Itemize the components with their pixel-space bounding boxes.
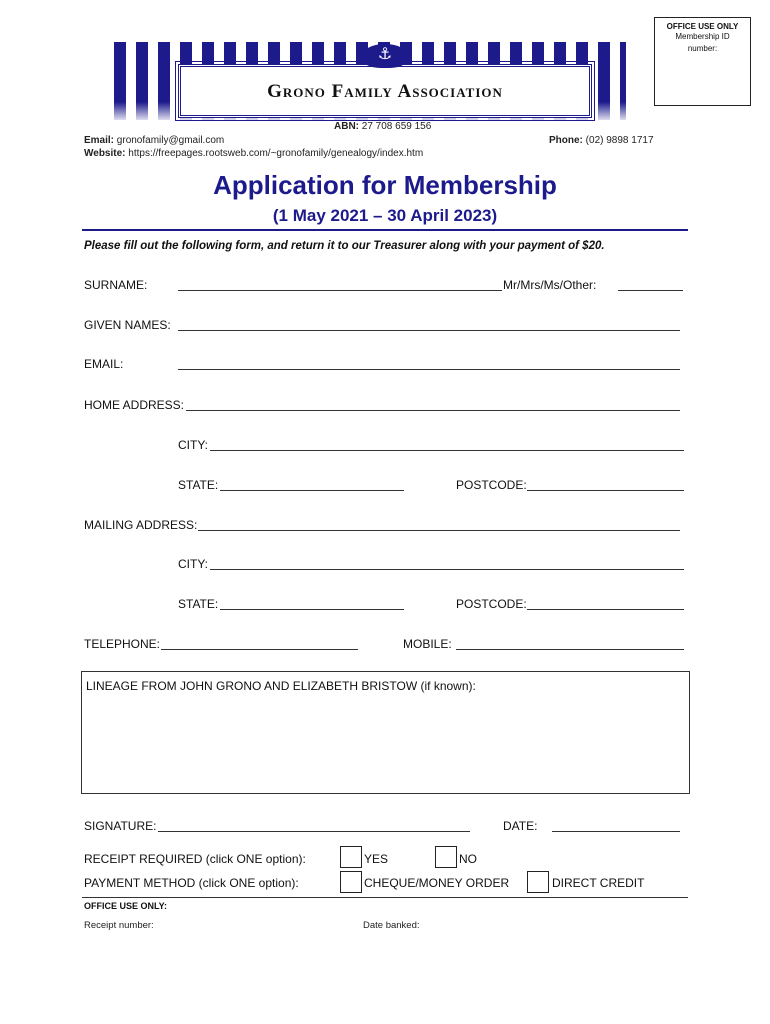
home-address-label: HOME ADDRESS: xyxy=(84,398,185,412)
receipt-required-label: RECEIPT REQUIRED (click ONE option): xyxy=(84,852,306,866)
office-use-box xyxy=(654,17,751,106)
title-options-label: Mr/Mrs/Ms/Other: xyxy=(503,278,597,292)
payment-cheque-checkbox[interactable] xyxy=(340,871,362,893)
mailing-postcode-field[interactable] xyxy=(527,609,684,610)
receipt-no-checkbox[interactable] xyxy=(435,846,457,868)
website-contact: Website: https://freepages.rootsweb.com/~gronofamily/genealogy/index.htm xyxy=(84,148,424,159)
date-field[interactable] xyxy=(552,831,680,832)
mailing-address-label: MAILING ADDRESS: xyxy=(84,518,198,532)
email-field[interactable] xyxy=(178,369,680,370)
footer-divider xyxy=(82,897,688,898)
email-label: EMAIL: xyxy=(84,357,124,371)
payment-direct-label: DIRECT CREDIT xyxy=(552,876,645,890)
home-city-field[interactable] xyxy=(210,450,684,451)
office-use-title: OFFICE USE ONLY xyxy=(666,22,739,31)
payment-method-label: PAYMENT METHOD (click ONE option): xyxy=(84,876,299,890)
lineage-label: LINEAGE FROM JOHN GRONO AND ELIZABETH BRISTOW (if known): xyxy=(86,679,476,693)
membership-id-label: Membership ID number: xyxy=(675,32,730,53)
anchor-icon: ⚓ xyxy=(362,44,408,68)
home-city-label: CITY: xyxy=(178,438,209,452)
abn: ABN: 27 708 659 156 xyxy=(334,121,432,132)
phone-contact: Phone: (02) 9898 1717 xyxy=(549,135,654,146)
membership-period: (1 May 2021 – 30 April 2023) xyxy=(272,206,498,225)
home-state-label: STATE: xyxy=(178,478,219,492)
mailing-state-label: STATE: xyxy=(178,597,219,611)
date-banked-label: Date banked: xyxy=(363,920,420,931)
signature-label: SIGNATURE: xyxy=(84,819,157,833)
home-postcode-field[interactable] xyxy=(527,490,684,491)
receipt-number-label: Receipt number: xyxy=(84,920,154,931)
telephone-field[interactable] xyxy=(161,649,358,650)
title-divider xyxy=(82,229,688,231)
mailing-state-field[interactable] xyxy=(220,609,404,610)
lineage-textarea[interactable] xyxy=(81,671,690,794)
mailing-address-field[interactable] xyxy=(198,530,680,531)
mailing-city-label: CITY: xyxy=(178,557,209,571)
mobile-field[interactable] xyxy=(456,649,684,650)
given-names-label: GIVEN NAMES: xyxy=(84,318,171,332)
mailing-postcode-label: POSTCODE: xyxy=(456,597,527,611)
home-address-field[interactable] xyxy=(186,410,680,411)
receipt-no-label: NO xyxy=(459,852,477,866)
telephone-label: TELEPHONE: xyxy=(84,637,161,651)
mailing-city-field[interactable] xyxy=(210,569,684,570)
email-contact: Email: gronofamily@gmail.com xyxy=(84,135,225,146)
mobile-label: MOBILE: xyxy=(403,637,452,651)
organisation-name: Grono Family Association xyxy=(267,81,503,102)
given-names-field[interactable] xyxy=(178,330,680,331)
receipt-yes-checkbox[interactable] xyxy=(340,846,362,868)
surname-label: SURNAME: xyxy=(84,278,148,292)
home-postcode-label: POSTCODE: xyxy=(456,478,527,492)
title-options-field[interactable] xyxy=(618,290,683,291)
home-state-field[interactable] xyxy=(220,490,404,491)
office-use-only-label: OFFICE USE ONLY: xyxy=(84,901,168,911)
payment-cheque-label: CHEQUE/MONEY ORDER xyxy=(364,876,510,890)
surname-field[interactable] xyxy=(178,290,502,291)
instructions: Please fill out the following form, and return it to our Treasurer along with your payment of $20. xyxy=(84,240,605,252)
name-plate xyxy=(178,64,592,118)
signature-field[interactable] xyxy=(158,831,470,832)
date-label: DATE: xyxy=(503,819,538,833)
page-title: Application for Membership xyxy=(213,170,557,200)
receipt-yes-label: YES xyxy=(364,852,389,866)
payment-direct-checkbox[interactable] xyxy=(527,871,549,893)
